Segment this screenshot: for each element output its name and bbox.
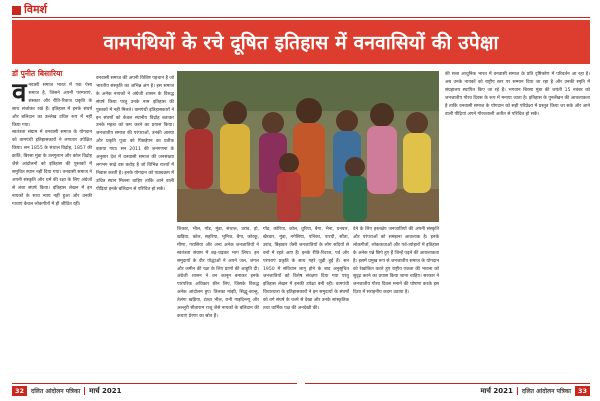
headline-bar — [12, 20, 590, 64]
article-byline: डॉ पुनीत बिसारिया — [12, 69, 63, 78]
child-figure-6 — [367, 103, 397, 194]
article-photo — [177, 71, 439, 222]
article-column-3 — [177, 226, 259, 380]
child-figure-7 — [403, 112, 431, 193]
page-number-right: 33 — [575, 386, 590, 396]
footer-magazine-right: दलित आंदोलन पत्रिका — [521, 388, 571, 395]
footer-magazine-left: दलित आंदोलन पत्रिका — [31, 388, 81, 395]
article-column-2 — [96, 75, 174, 380]
section-square-icon — [12, 6, 21, 15]
column-6-text: की सत्ता आधुनिक भारत में वनवासी समाज के प्रति दृष्टिकोण में परिवर्तन आ रहा है। अब उनके नायकों को राष्ट्रीय स्तर पर सम्मान दिया जा रहा है और उनकी स्मृति में संग्रहालय स्थापित किए जा रहे हैं। भगवान बिरसा मुंडा की जयंती 15 नवंबर को जनजातीय गौरव दिवस के रूप में मनाया जाता है। इतिहास के पुनर्लेखन की आवश्यकता है ताकि वनवासी समाज के योगदान को सही परिप्रेक्ष्य में प्रस्तुत किया जा सके और आने वाली पीढ़ियां अपने गौरवशाली अतीत से परिचित हो सकें। — [445, 72, 590, 117]
column-4-text: गोंड, कोरिया, कोल, धुरिया, बैगा, भैना, धनवार, खैरवार, मुंडा, नगेसिया, पनिका, पारधी, सौंता, उरांव, बिंझवार जैसी जनजातियों के लोग सदियों से वनों में रहते आए हैं। इनके रीति-रिवाज, पर्व और परंपराएं प्रकृति के साथ गहरे जुड़ी हुई हैं। सन 1950 में संविधान लागू होने के बाद अनुसूचित जनजातियों को विशेष संरक्षण दिया गया परंतु इतिहास लेखन में इनकी उपेक्षा बनी रही। वामपंथी विचारधारा के इतिहासकारों ने इन समुदायों के संघर्षों को वर्ग संघर्ष के चश्मे से देखा और उनके सांस्कृतिक तथा धार्मिक पक्ष की अनदेखी की। — [263, 227, 349, 312]
footer-rule-left — [12, 383, 297, 384]
page-number-left: 32 — [12, 386, 27, 396]
footer-separator-left — [84, 387, 85, 395]
footer-issue-left: मार्च 2021 — [89, 386, 122, 395]
footer-left — [12, 386, 122, 396]
section-tag — [12, 4, 47, 16]
child-figure-1 — [185, 108, 213, 189]
article-column-5 — [353, 226, 439, 380]
section-label: विमर्श — [24, 3, 48, 16]
footer-separator-right — [517, 387, 518, 395]
footer-rule-right — [305, 383, 590, 384]
section-rule — [12, 17, 590, 18]
column-3-text: शिकार, भील, गोंड, मुंडा, संथाल, उरांव, हो, खड़िया, कोल, सहरिया, भूमिज, बैगा, कोरकू, मीणा, गरासिया और अन्य अनेक जनजातियों ने स्वतंत्रता संग्राम में बढ़-चढ़कर भाग लिया। इन समुदायों के वीर योद्धाओं ने अपने जल, जंगल और जमीन की रक्षा के लिए प्राणों की आहुति दी। अंग्रेजी शासन ने वन कानून बनाकर इनके पारंपरिक अधिकार छीन लिए, जिसके विरुद्ध अनेक आंदोलन हुए। तिलका मांझी, सिद्धू-कान्हू, तेलंगा खड़िया, टंट्या भील, रानी गाइदिन्ल्यू और अल्लूरी सीताराम राजू जैसे नायकों के बलिदान की कथाएं प्रेरणा का स्रोत हैं। — [177, 227, 259, 319]
column-1-lead: नवासी समाज भारत में एक ऐसा समाज है, जिसने अपनी परम्पराएं, संस्कार और रीति-रिवाज प्रकृति के साथ संजोकर रखे हैं। इतिहास में इनके संघर्ष और बलिदान का उल्लेख उचित रूप में नहीं किया गया। — [12, 83, 92, 128]
footer-issue-right: मार्च 2021 — [480, 386, 513, 395]
article-column-1 — [12, 82, 92, 380]
article-column-4 — [263, 226, 349, 380]
article-column-6 — [445, 71, 590, 380]
child-figure-2 — [220, 101, 250, 194]
column-2-text: वनवासी समाज की अपनी विशिष्ट पहचान है जो भारतीय संस्कृति का अभिन्न अंग है। इस समाज के अनेक नायकों ने अंग्रेजी शासन के विरुद्ध संघर्ष किया परंतु उनके नाम इतिहास की पुस्तकों में नहीं मिलते। वामपंथी इतिहासकारों ने इन संघर्षों को केवल स्थानीय विद्रोह बताकर उनके महत्व को कम करने का प्रयास किया। जनजातीय समाज की परंपराओं, उनकी आस्था और प्रकृति पूजा को पिछड़ेपन का प्रतीक बताया गया। सन 2011 की जनगणना के अनुसार देश में वनवासी समाज की जनसंख्या लगभग साढ़े दस करोड़ है जो विभिन्न राज्यों में निवास करती है। इनके योगदान को पाठ्यक्रम में उचित स्थान मिलना चाहिए ताकि आने वाली पीढ़ियां इनके बलिदान से परिचित हो सकें। — [96, 76, 174, 192]
tribal-children-illustration — [177, 71, 439, 222]
footer-right — [480, 386, 590, 396]
column-1-text: स्वतंत्रता संग्राम में वनवासी समाज के योगदान को वामपंथी इतिहासकारों ने लगातार उपेक्षित किया। सन 1855 के संथाल विद्रोह, 1857 की क्रांति, बिरसा मुंडा के उलगुलान और कोल विद्रोह जैसे आंदोलनों को इतिहास की पुस्तकों में समुचित स्थान नहीं दिया गया। वनवासी समाज ने अपनी संस्कृति और धर्म की रक्षा के लिए अंग्रेजों से लंबा संघर्ष किया। इतिहास लेखन में इन नायकों के साथ न्याय नहीं हुआ और उनकी गाथाएं केवल लोकगीतों में ही जीवित रहीं। — [12, 130, 92, 207]
article-headline: वामपंथियों के रचे दूषित इतिहास में वनवासियों की उपेक्षा — [103, 32, 499, 54]
column-5-text: देने के लिए हस्तक्षेप जनजातियों की अपनी संस्कृति और परंपराओं को समझना आवश्यक है। इनके लोकगीतों, लोककथाओं और पर्व-त्योहारों में इतिहास के अनेक पन्ने छिपे हुए हैं जिन्हें पढ़ने की आवश्यकता है। इसमें प्रमुख रूप से जनजातीय समाज के योगदान को रेखांकित करते हुए राष्ट्रीय एकता की भावना को सुदृढ़ करने का प्रयास किया जाना चाहिए। सरकार ने जनजातीय गौरव दिवस मनाने की घोषणा करके इस दिशा में सराहनीय कदम उठाया है। — [353, 227, 439, 296]
drop-cap: व — [12, 82, 27, 108]
